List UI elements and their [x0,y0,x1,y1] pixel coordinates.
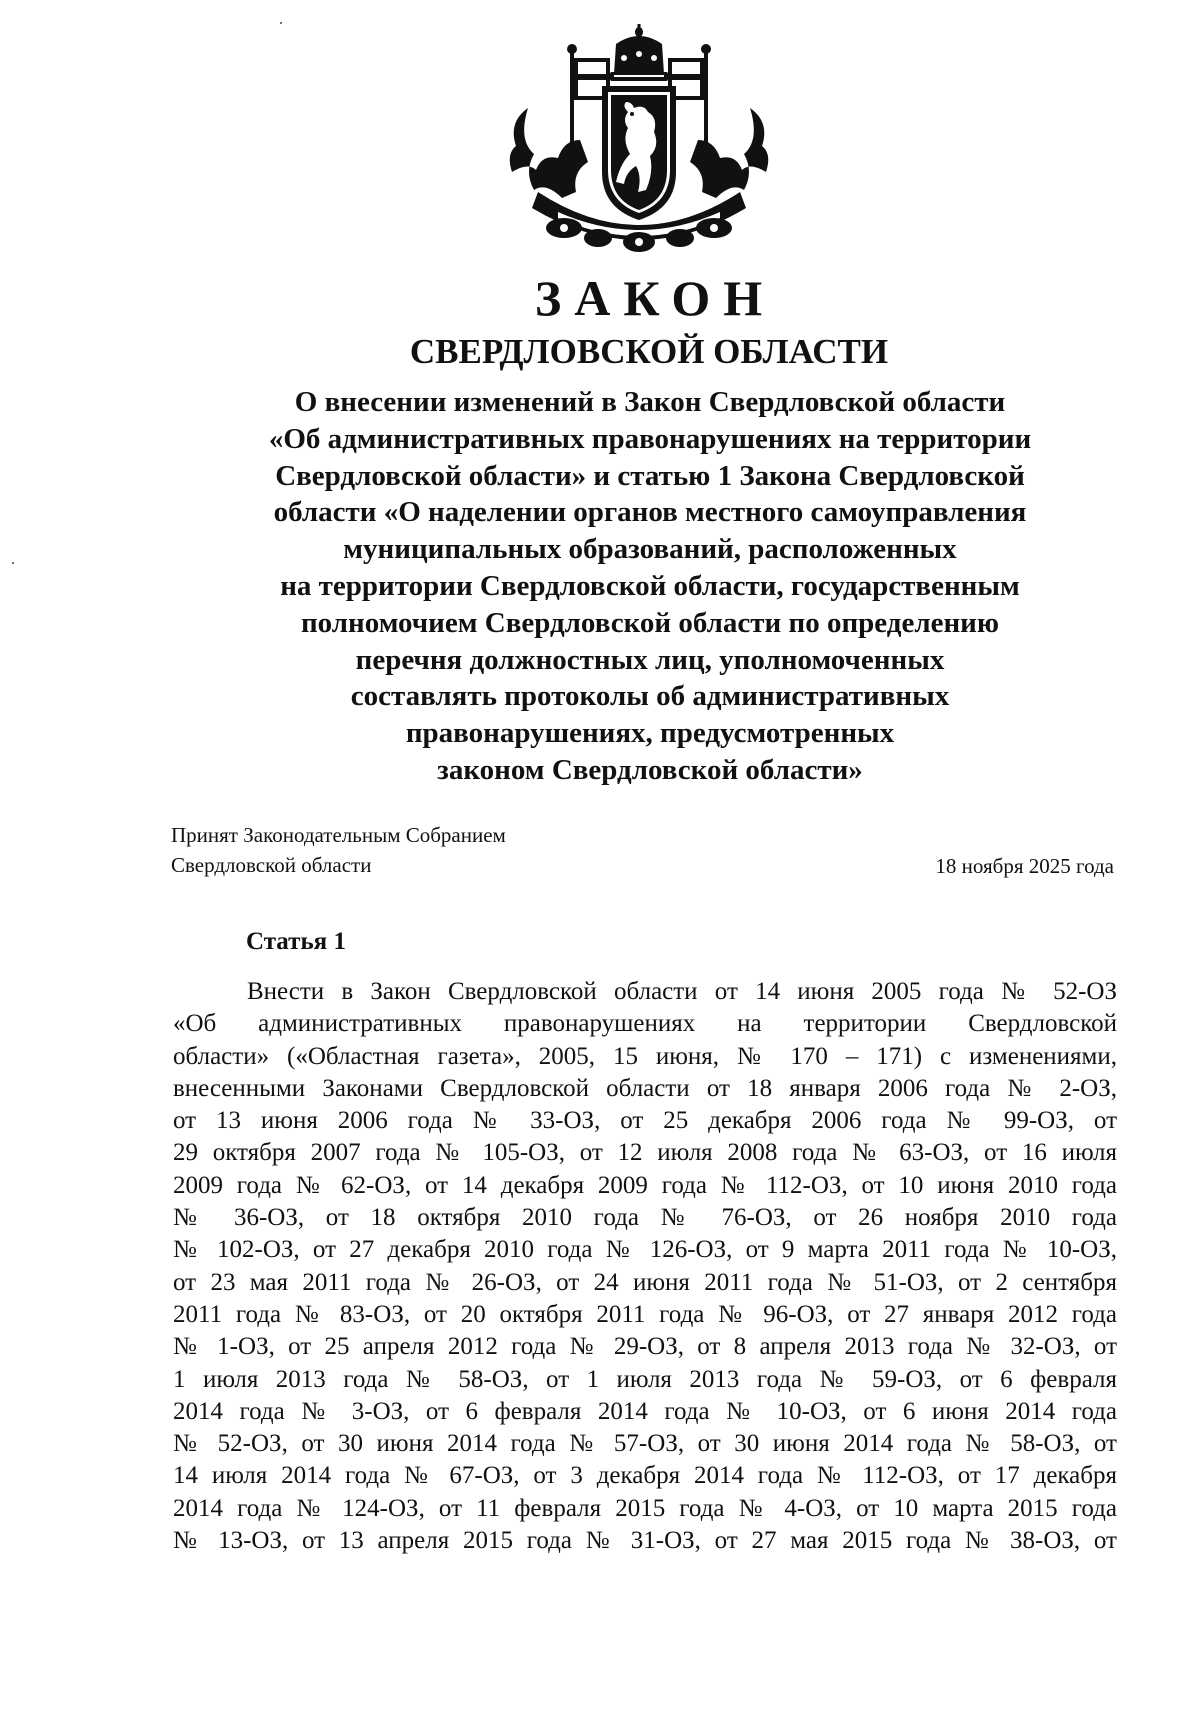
article-line: № 13-ОЗ, от 13 апреля 2015 года № 31-ОЗ, от 27 мая 2015 года № 38-ОЗ, от [173,1527,1117,1555]
article-line: области» («Областная газета», 2005, 15 июня, № 170 – 171) с изменениями, [173,1042,1117,1070]
article-line: 14 июля 2014 года № 67-ОЗ, от 3 декабря 2014 года № 112-ОЗ, от 17 декабря [173,1462,1117,1490]
subject-line: полномочием Свердловской области по определению [300,606,1000,639]
article-line: 2009 года № 62-ОЗ, от 14 декабря 2009 года № 112-ОЗ, от 10 июня 2010 года [173,1171,1117,1199]
subject-line: Свердловской области» и статью 1 Закона Свердловской [275,459,1025,492]
article-line: № 36-ОЗ, от 18 октября 2010 года № 76-ОЗ, от 26 ноября 2010 года [173,1204,1117,1232]
subject-line: правонарушениях, предусмотренных [405,717,895,750]
article-line: 2014 года № 3-ОЗ, от 6 февраля 2014 года № 10-ОЗ, от 6 июня 2014 года [173,1397,1117,1425]
article-line: от 13 июня 2006 года № 33-ОЗ, от 25 декабря 2006 года № 99-ОЗ, от [173,1107,1117,1135]
adoption-line: Принят Законодательным Собранием [171,823,506,847]
subject-line: составлять протоколы об административных [350,680,950,713]
article-line: 29 октября 2007 года № 105-ОЗ, от 12 июля 2008 года № 63-ОЗ, от 16 июля [173,1139,1117,1167]
subject-line: законом Свердловской области» [437,753,863,786]
scan-speck [12,562,14,564]
subject-line: на территории Свердловской области, государственным [280,569,1020,602]
scan-speck [280,22,282,24]
subject-line: перечня должностных лиц, уполномоченных [355,643,945,676]
article-line: № 102-ОЗ, от 27 декабря 2010 года № 126-ОЗ, от 9 марта 2011 года № 10-ОЗ, [173,1236,1117,1264]
adoption-line: Свердловской области [171,853,372,877]
article-heading: Статья 1 [246,928,346,955]
article-body [173,976,1117,1557]
subject-line: муниципальных образований, расположенных [343,533,957,566]
article-line: Внести в Закон Свердловской области от 14 июня 2005 года № 52-ОЗ [247,978,1117,1005]
article-line: № 52-ОЗ, от 30 июня 2014 года № 57-ОЗ, от 30 июня 2014 года № 58-ОЗ, от [173,1430,1117,1458]
subject-line: «Об административных правонарушениях на территории [268,422,1032,455]
adoption-note [171,820,506,880]
article-line: 1 июля 2013 года № 58-ОЗ, от 1 июля 2013 года № 59-ОЗ, от 6 февраля [173,1365,1117,1393]
article-line: 2014 года № 124-ОЗ, от 11 февраля 2015 года № 4-ОЗ, от 10 марта 2015 года [173,1494,1117,1522]
coat-of-arms-icon [498,22,780,254]
law-title: ЗАКОН [534,270,776,326]
subject-line: области «О наделении органов местного самоуправления [273,496,1027,529]
article-line: от 23 мая 2011 года № 26-ОЗ, от 24 июня 2011 года № 51-ОЗ, от 2 сентября [173,1268,1117,1296]
article-line: 2011 года № 83-ОЗ, от 20 октября 2011 года № 96-ОЗ, от 27 января 2012 года [173,1300,1117,1328]
law-subject [150,384,1150,789]
subject-line: О внесении изменений в Закон Свердловской области [294,386,1006,418]
article-line: «Об административных правонарушениях на территории Свердловской [173,1010,1117,1038]
region-title: СВЕРДЛОВСКОЙ ОБЛАСТИ [409,332,889,371]
article-line: № 1-ОЗ, от 25 апреля 2012 года № 29-ОЗ, от 8 апреля 2013 года № 32-ОЗ, от [173,1333,1117,1361]
adoption-date: 18 ноября 2025 года [935,854,1114,878]
article-line: внесенными Законами Свердловской области от 18 января 2006 года № 2-ОЗ, [173,1074,1117,1102]
